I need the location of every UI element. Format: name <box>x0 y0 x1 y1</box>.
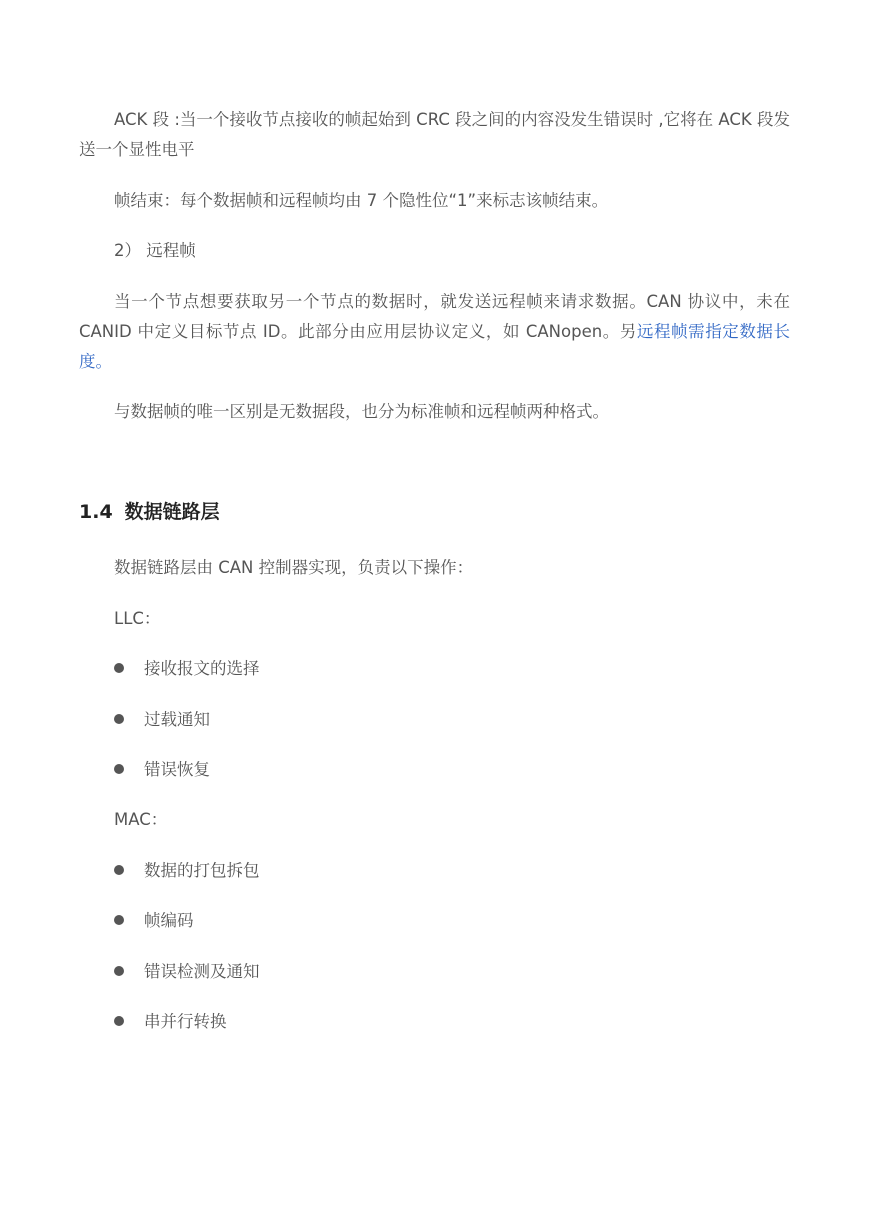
bullet-icon <box>114 865 124 875</box>
list-item <box>114 755 210 785</box>
list-item-text: 错误恢复 <box>144 760 210 779</box>
section-heading <box>79 497 220 527</box>
bullet-icon <box>114 1016 124 1026</box>
section-intro: 数据链路层由 CAN 控制器实现，负责以下操作： <box>114 558 474 577</box>
mac-label: MAC： <box>114 810 168 829</box>
list-item <box>114 1007 227 1037</box>
llc-label: LLC： <box>114 609 161 628</box>
remote-frame-paragraph <box>79 287 790 377</box>
list-item-text: 错误检测及通知 <box>144 962 260 981</box>
remote-frame-text: 当一个节点想要获取另一个节点的数据时，就发送远程帧来请求数据。CAN 协议中，未在 CANID 中定义目标节点 ID。此部分由应用层协议定义，如 CANopen。另 <box>79 292 790 341</box>
section-title: 数据链路层 <box>124 501 220 523</box>
bullet-icon <box>114 714 124 724</box>
list-item-text: 串并行转换 <box>144 1012 227 1031</box>
list-item <box>114 906 194 936</box>
eof-paragraph: 帧结束：每个数据帧和远程帧均由 7 个隐性位“1”来标志该帧结束。 <box>114 191 609 210</box>
list-item-text: 帧编码 <box>144 911 194 930</box>
list-item-text: 过载通知 <box>144 710 210 729</box>
data-length-link[interactable]: 远程帧需指定数据长度。 <box>79 322 791 371</box>
list-item <box>114 957 260 987</box>
difference-paragraph: 与数据帧的唯一区别是无数据段，也分为标准帧和远程帧两种格式。 <box>114 402 609 421</box>
bullet-icon <box>114 966 124 976</box>
section-number: 1.4 <box>79 501 113 523</box>
list-item <box>114 705 210 735</box>
remote-frame-title: 2） 远程帧 <box>114 241 196 260</box>
bullet-icon <box>114 663 124 673</box>
ack-paragraph: ACK 段 :当一个接收节点接收的帧起始到 CRC 段之间的内容没发生错误时 ,它将在 ACK 段发送一个显性电平 <box>79 110 790 159</box>
list-item <box>114 856 260 886</box>
list-item-text: 接收报文的选择 <box>144 659 260 678</box>
bullet-icon <box>114 764 124 774</box>
list-item-text: 数据的打包拆包 <box>144 861 260 880</box>
bullet-icon <box>114 915 124 925</box>
list-item <box>114 654 260 684</box>
